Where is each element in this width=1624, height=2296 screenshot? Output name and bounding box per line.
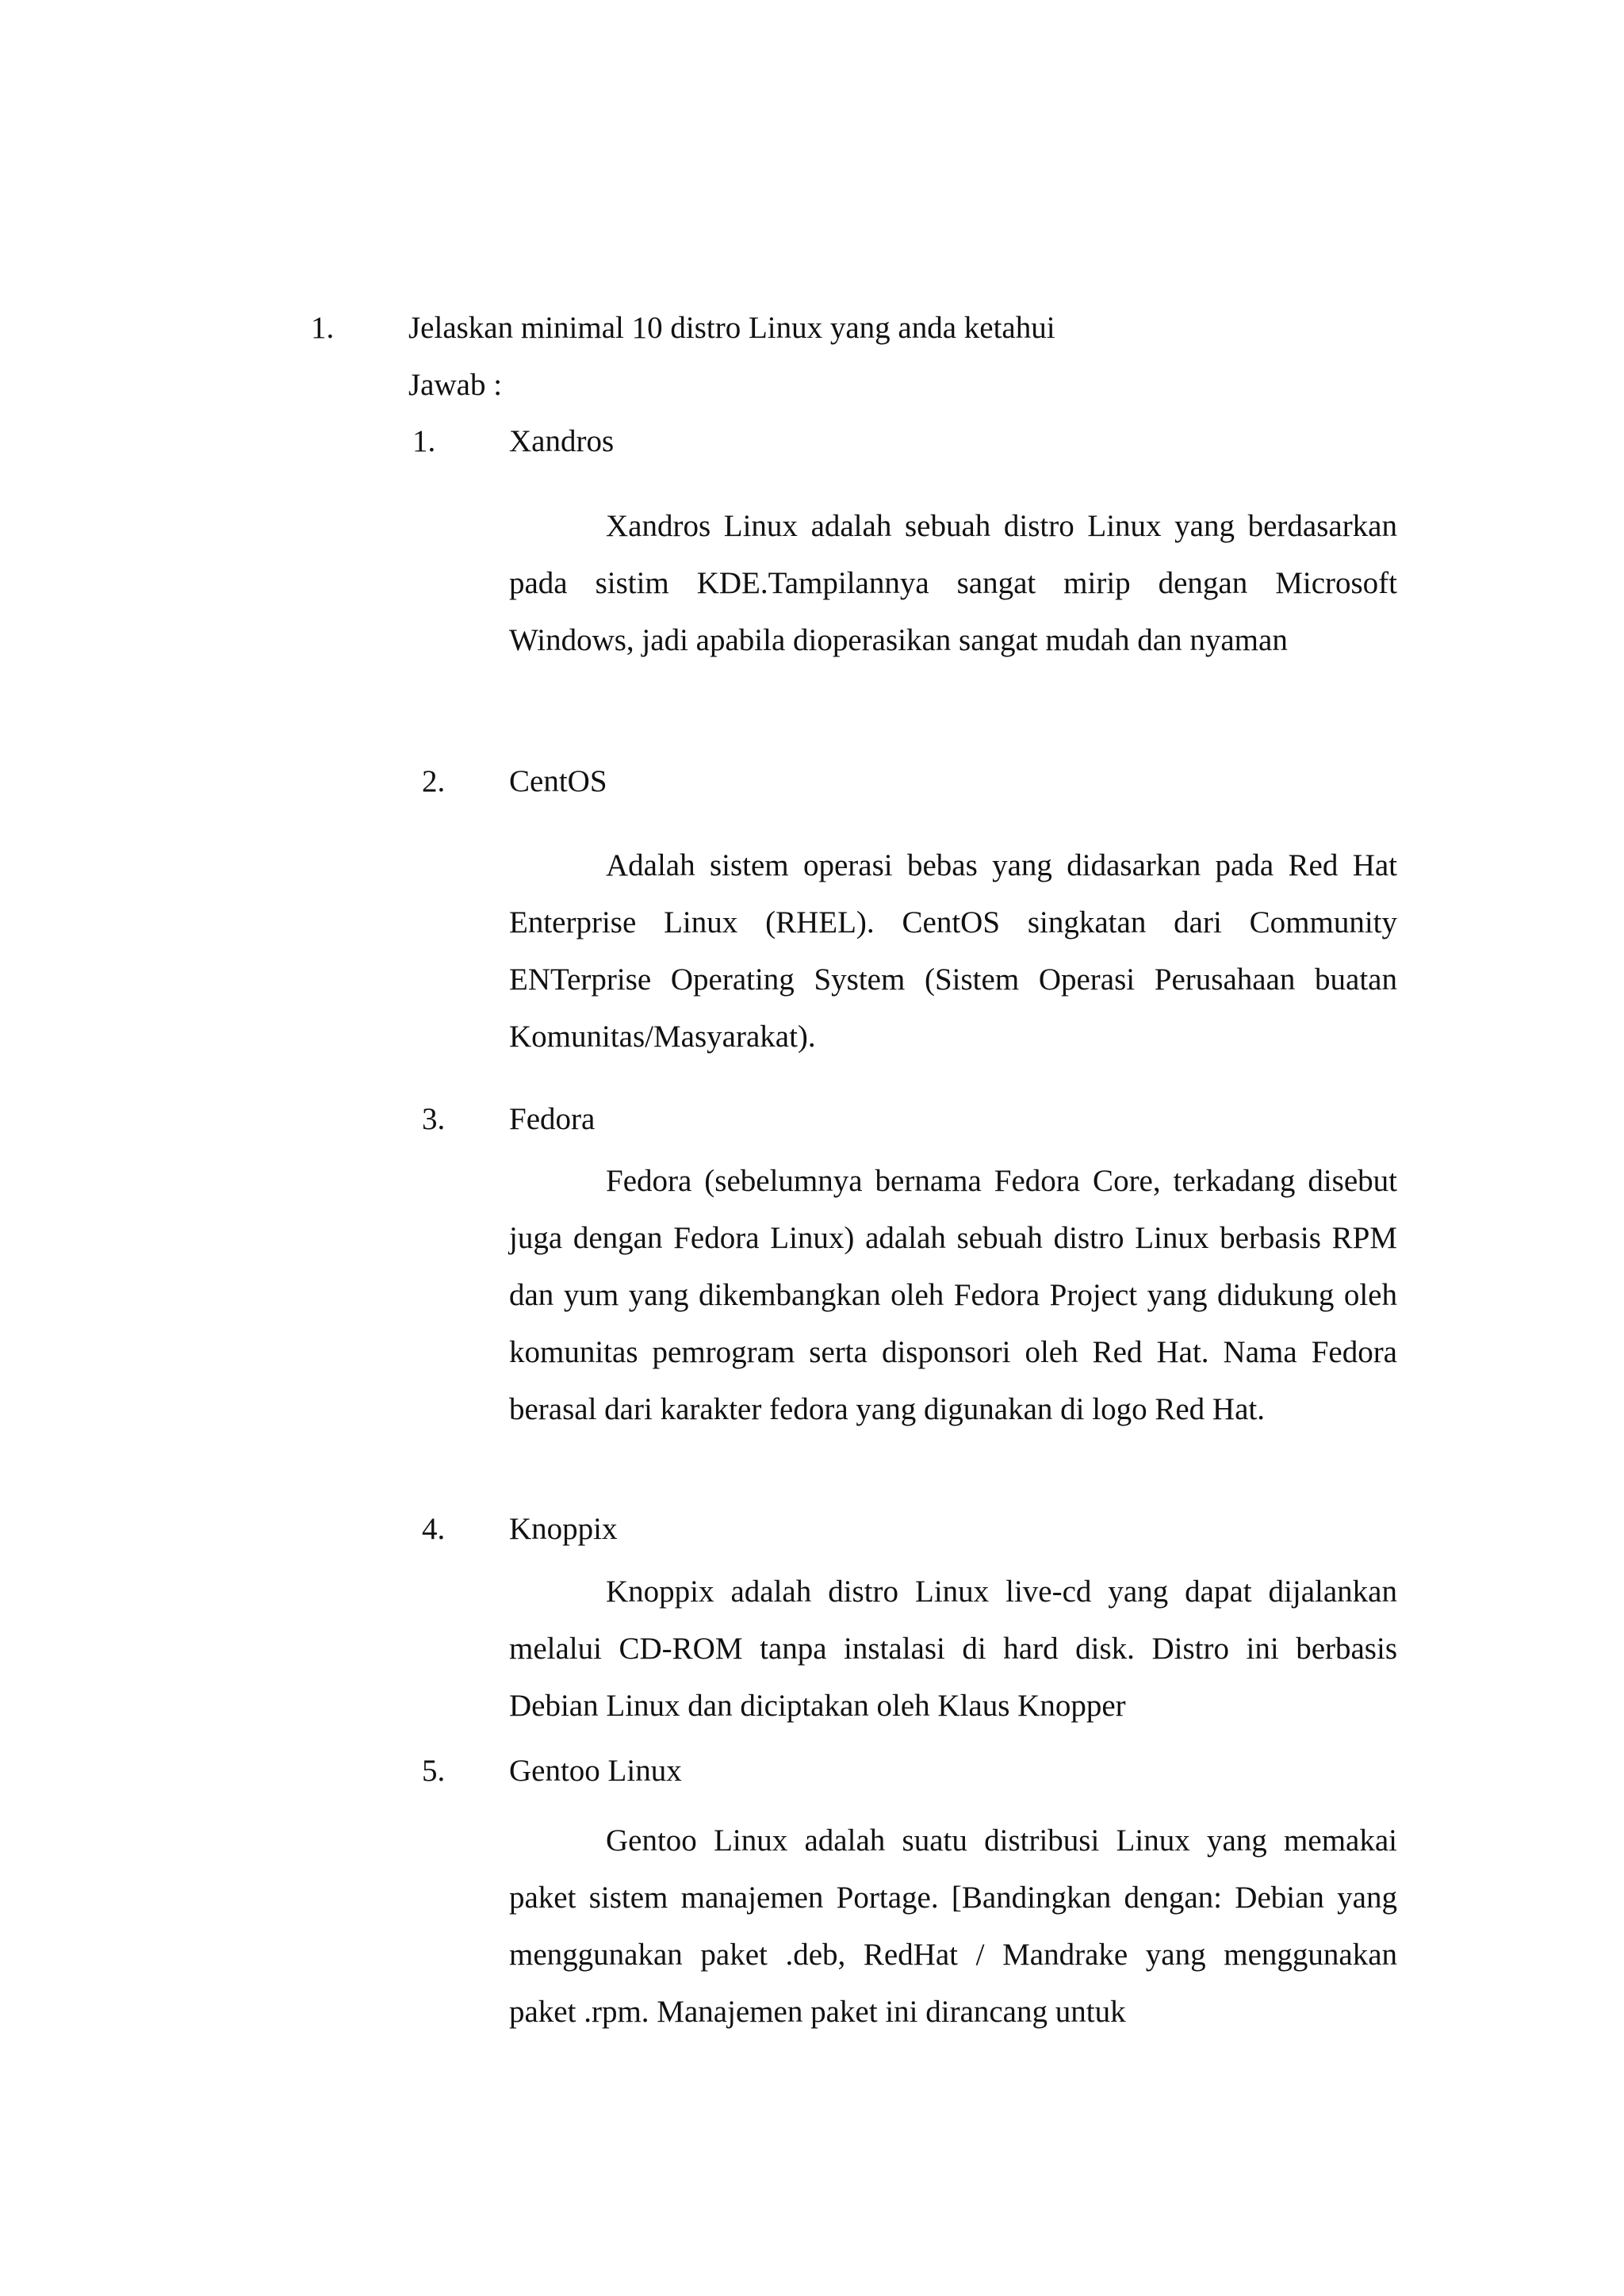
item-body: Fedora (sebelumnya bernama Fedora Core, terkadang disebut juga dengan Fedora Linux) adalah sebuah distro Linux berbasis RPM dan yum yang dikembangkan oleh Fedora Project yang didukung oleh komunitas pemrogram serta disponsori oleh Red Hat. Nama Fedora berasal dari karakter fedora yang digunakan di logo Red Hat. [509,1164,1397,1426]
item-number: 5. [422,1754,446,1788]
item-body: Adalah sistem operasi bebas yang didasarkan pada Red Hat Enterprise Linux (RHEL). CentOS singkatan dari Community ENTerprise Operating System (Sistem Operasi Perusahaan buatan Komunitas/Masyarakat). [509,848,1397,1054]
item-body: Knoppix adalah distro Linux live-cd yang dapat dijalankan melalui CD-ROM tanpa instalasi di hard disk. Distro ini berbasis Debian Linux dan diciptakan oleh Klaus Knopper [509,1575,1397,1723]
item-title: CentOS [509,764,607,798]
item-number: 1. [412,424,436,458]
item-title: Gentoo Linux [509,1754,682,1788]
item-number: 2. [422,764,446,798]
item-number: 3. [422,1102,446,1136]
item-number: 4. [422,1512,446,1546]
question-number: 1. [311,311,335,345]
item-title: Knoppix [509,1512,618,1546]
question-text: Jelaskan minimal 10 distro Linux yang anda ketahui [408,311,1055,345]
item-title: Fedora [509,1102,596,1136]
answer-label: Jawab : [408,368,503,402]
item-body: Xandros Linux adalah sebuah distro Linux yang berdasarkan pada sistim KDE.Tampilannya sangat mirip dengan Microsoft Windows, jadi apabila dioperasikan sangat mudah dan nyaman [509,509,1397,657]
item-body: Gentoo Linux adalah suatu distribusi Linux yang memakai paket sistem manajemen Portage. [Bandingkan dengan: Debian yang menggunakan paket .deb, RedHat / Mandrake yang menggunakan paket .rpm. Manajemen paket ini dirancang untuk [509,1823,1397,2029]
item-title: Xandros [509,424,615,458]
